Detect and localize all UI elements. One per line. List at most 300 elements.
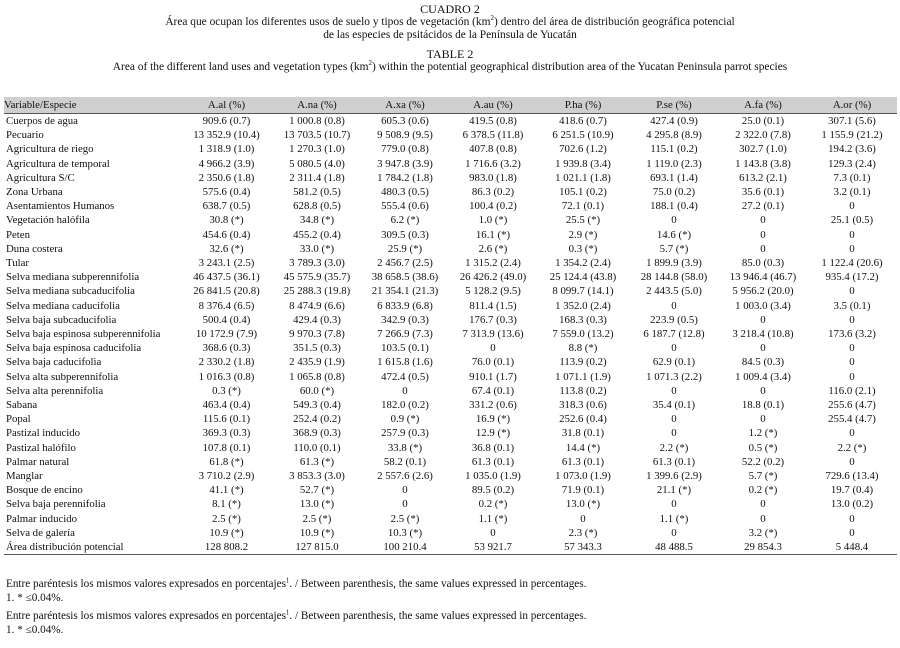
row-label: Vegetación halófila: [6, 214, 90, 227]
table-cell: 61.8 (*): [209, 455, 244, 468]
table-row: [4, 469, 897, 483]
table-cell: 27.2 (0.1): [741, 200, 785, 213]
table-cell: 2 435.9 (1.9): [289, 356, 345, 369]
table-cell: 0: [671, 498, 677, 511]
table-cell: 194.2 (3.6): [828, 143, 876, 156]
table-row: [4, 299, 897, 313]
table-cell: 7 266.9 (7.3): [377, 328, 433, 341]
table-cell: 2.6 (*): [478, 242, 508, 255]
table-cell: 8 474.9 (6.6): [289, 299, 345, 312]
table-cell: 116.0 (2.1): [828, 384, 876, 397]
table-cell: 549.3 (0.4): [293, 399, 341, 412]
table-cell: 1 003.0 (3.4): [735, 299, 791, 312]
table-cell: 0.2 (*): [478, 498, 508, 511]
table-cell: 9 508.9 (9.5): [377, 129, 433, 142]
table-cell: 223.9 (0.5): [650, 313, 698, 326]
table-cell: 75.0 (0.2): [652, 186, 696, 199]
table-cell: 342.9 (0.3): [381, 313, 429, 326]
table-cell: 3.2 (*): [748, 526, 778, 539]
table-cell: 100 210.4: [361, 540, 449, 555]
table-cell: 9 970.3 (7.8): [289, 328, 345, 341]
footnote-text: Entre paréntesis los mismos valores expresados en porcentajes: [6, 610, 286, 622]
table-cell: 419.5 (0.8): [469, 115, 517, 127]
table-cell: 2 456.7 (2.5): [377, 257, 433, 270]
table-cell: 2.5 (*): [302, 512, 332, 525]
superscript: 1: [285, 576, 290, 585]
table-cell: 1 615.8 (1.6): [377, 356, 433, 369]
table-cell: 10.3 (*): [387, 526, 423, 539]
superscript: 2: [490, 14, 494, 23]
table-cell: 605.3 (0.6): [381, 115, 429, 127]
superscript: 2: [368, 59, 372, 68]
table-cell: 62.9 (0.1): [652, 356, 696, 369]
row-label: Bosque de encino: [6, 484, 83, 497]
table-cell: 48 488.5: [629, 540, 719, 555]
table-cell: 1 354.2 (2.4): [555, 257, 611, 270]
table-cell: 910.1 (1.7): [469, 370, 517, 383]
table-cell: 368.6 (0.3): [202, 342, 251, 355]
table-cell: 0: [490, 526, 496, 539]
table-cell: 500.4 (0.4): [202, 313, 251, 326]
table-cell: 6 251.5 (10.9): [552, 129, 614, 142]
table-cell: 779.0 (0.8): [381, 143, 429, 156]
table-cell: 61.3 (0.1): [471, 455, 515, 468]
land-use-table: [4, 97, 897, 555]
table-cell: 60.0 (*): [299, 384, 335, 397]
table-cell: 638.7 (0.5): [202, 200, 251, 213]
footnotes: [6, 578, 586, 637]
table-cell: 3 853.3 (3.0): [289, 470, 345, 483]
table-cell: 2.9 (*): [568, 228, 598, 241]
table-cell: 575.6 (0.4): [202, 186, 251, 199]
table-cell: 257.9 (0.3): [381, 427, 429, 440]
table-cell: 182.0 (0.2): [381, 399, 429, 412]
table-cell: 110.0 (0.1): [293, 441, 341, 454]
row-label: Peten: [6, 228, 30, 241]
table-cell: 5 128.2 (9.5): [465, 285, 521, 298]
row-label: Selva mediana subperennifolia: [6, 271, 140, 284]
row-label: Selva mediana subcaducifolia: [6, 285, 135, 298]
table-cell: 28 144.8 (58.0): [640, 271, 708, 284]
table-cell: 7.3 (0.1): [833, 171, 871, 184]
table-cell: 0: [760, 342, 766, 355]
cuadro-label: CUADRO 2: [420, 2, 480, 16]
table-cell: 72.1 (0.1): [561, 200, 605, 213]
table-cell: 480.3 (0.5): [381, 186, 429, 199]
table-cell: 1 009.4 (3.4): [735, 370, 791, 383]
table-row: [4, 284, 897, 298]
table-cell: 0: [849, 526, 855, 539]
table-cell: 6 187.7 (12.8): [643, 328, 705, 341]
table-cell: 29 854.3: [719, 540, 807, 555]
table-cell: 3 243.1 (2.5): [198, 257, 255, 270]
table-cell: 129.3 (2.4): [828, 157, 876, 170]
table-cell: 407.8 (0.8): [469, 143, 517, 156]
footnote-text-end: . / Between parenthesis, the same values expressed in percentages.: [289, 610, 587, 622]
row-label: Manglar: [6, 470, 43, 483]
table-cell: 176.7 (0.3): [469, 313, 517, 326]
table-header-row: [4, 97, 897, 114]
row-label: Selva de galería: [6, 526, 75, 539]
table-row: [4, 497, 897, 511]
table-cell: 32.6 (*): [209, 242, 244, 255]
spanish-title-text: Área que ocupan los diferentes usos de suelo y tipos de vegetación (km: [165, 16, 491, 28]
table-cell: 0: [760, 242, 766, 255]
table-cell: 1 021.1 (1.8): [555, 171, 611, 184]
table-cell: 0: [849, 313, 855, 326]
table-cell: 52.2 (0.2): [741, 455, 785, 468]
table-row: [4, 526, 897, 540]
table-cell: 1 122.4 (20.6): [821, 257, 883, 270]
table-cell: 0: [849, 242, 855, 255]
table-row: [4, 398, 897, 412]
row-label: Selva baja perennifolia: [6, 498, 106, 511]
table-cell: 45 575.9 (35.7): [283, 271, 351, 284]
table-cell: 729.6 (13.4): [825, 470, 879, 483]
table-cell: 61.3 (0.1): [652, 455, 696, 468]
table-cell: 3 789.3 (3.0): [289, 257, 345, 270]
table-cell: 0: [671, 342, 677, 355]
table-cell: 13.0 (0.2): [830, 498, 874, 511]
table-row: [4, 313, 897, 327]
table-row: [4, 341, 897, 355]
column-header-species: A.fa (%): [719, 97, 807, 114]
table-cell: 13 352.9 (10.4): [193, 129, 260, 142]
table-cell: 628.8 (0.5): [293, 200, 341, 213]
table-cell: 6.2 (*): [390, 214, 420, 227]
table-row: [4, 128, 897, 142]
row-label: Pastizal halófilo: [6, 441, 76, 454]
footnote-text-end: . / Between parenthesis, the same values expressed in percentages.: [289, 578, 587, 590]
column-header-species: A.au (%): [449, 97, 537, 114]
table-cell: 1 073.0 (1.9): [555, 470, 611, 483]
table-cell: 472.4 (0.5): [381, 370, 429, 383]
table-cell: 86.3 (0.2): [471, 186, 515, 199]
superscript: 1: [285, 608, 290, 617]
table-cell: 25.9 (*): [387, 242, 423, 255]
table-row: [4, 455, 897, 469]
table-cell: 76.0 (0.1): [471, 356, 515, 369]
table-cell: 0.3 (*): [212, 384, 241, 397]
table-cell: 1 016.3 (0.8): [198, 370, 255, 383]
table-cell: 302.7 (1.0): [739, 143, 787, 156]
table-cell: 188.1 (0.4): [650, 200, 698, 213]
table-cell: 8 376.4 (6.5): [198, 299, 255, 312]
row-label: Selva alta subperennifolia: [6, 370, 119, 383]
table-cell: 115.1 (0.2): [650, 143, 698, 156]
table-cell: 0: [671, 299, 677, 312]
row-label: Selva baja espinosa caducifolia: [6, 342, 142, 355]
table-cell: 252.4 (0.2): [293, 413, 341, 426]
row-label: Agricultura de riego: [6, 143, 94, 156]
table-cell: 31.8 (0.1): [561, 427, 605, 440]
column-header-species: A.xa (%): [361, 97, 449, 114]
table-cell: 5.7 (*): [748, 470, 778, 483]
table-cell: 115.6 (0.1): [202, 413, 251, 426]
table-cell: 0: [849, 342, 855, 355]
table-cell: 368.9 (0.3): [293, 427, 341, 440]
table-cell: 4 966.2 (3.9): [198, 157, 255, 170]
table-cell: 0: [671, 214, 677, 227]
table-row: [4, 355, 897, 369]
table-cell: 41.1 (*): [209, 484, 244, 497]
table-cell: 0: [849, 512, 855, 525]
table-cell: 0: [849, 370, 855, 383]
table-cell: 0: [671, 526, 677, 539]
table-row: [4, 142, 897, 156]
table-cell: 1.0 (*): [478, 214, 508, 227]
table-cell: 0: [402, 384, 408, 397]
table-cell: 0: [580, 512, 586, 525]
table-cell: 983.0 (1.8): [469, 171, 517, 184]
table-cell: 0: [760, 498, 766, 511]
table-cell: 331.2 (0.6): [469, 399, 517, 412]
table-cell: 1 035.0 (1.9): [465, 470, 521, 483]
table-cell: 35.6 (0.1): [741, 186, 785, 199]
spanish-title-text-end: ) dentro del área de distribución geográfica potencial: [494, 16, 735, 28]
table-cell: 0.2 (*): [748, 484, 778, 497]
row-label: Palmar inducido: [6, 512, 78, 525]
footnote-parenthesis-repeat: [6, 610, 586, 624]
table-cell: 2 330.2 (1.8): [198, 356, 255, 369]
table-cell: 8.8 (*): [568, 342, 598, 355]
row-label: Asentamientos Humanos: [6, 200, 115, 213]
column-header-species: A.na (%): [273, 97, 361, 114]
table-cell: 25 288.3 (19.8): [283, 285, 351, 298]
table-cell: 5 956.2 (20.0): [732, 285, 794, 298]
table-cell: 0: [760, 413, 766, 426]
row-label: Área distribución potencial: [4, 540, 180, 555]
row-label: Cuerpos de agua: [6, 115, 78, 127]
table-cell: 8 099.7 (14.1): [552, 285, 614, 298]
table-cell: 33.8 (*): [387, 441, 423, 454]
table-cell: 36.8 (0.1): [471, 441, 515, 454]
table-cell: 935.4 (17.2): [825, 271, 879, 284]
table-cell: 3 947.8 (3.9): [377, 157, 433, 170]
table-cell: 581.2 (0.5): [293, 186, 341, 199]
table-cell: 7 313.9 (13.6): [462, 328, 524, 341]
table-cell: 128 808.2: [180, 540, 273, 555]
table-row: [4, 157, 897, 171]
table-cell: 168.3 (0.3): [559, 313, 607, 326]
table-cell: 1 071.1 (1.9): [555, 370, 611, 383]
english-title-text-end: ) within the potential geographical distribution area of the Yucatan Peninsula parrot species: [371, 61, 788, 73]
table-row: [4, 412, 897, 426]
row-label: Popal: [6, 413, 31, 426]
table-row: [4, 256, 897, 270]
table-cell: 113.8 (0.2): [559, 384, 607, 397]
table-cell: 173.6 (3.2): [828, 328, 876, 341]
table-cell: 67.4 (0.1): [471, 384, 515, 397]
table-cell: 10 172.9 (7.9): [195, 328, 258, 341]
table-cell: 1 716.6 (3.2): [465, 157, 521, 170]
table-cell: 555.4 (0.6): [381, 200, 429, 213]
table-cell: 2.2 (*): [659, 441, 689, 454]
table-cell: 30.8 (*): [209, 214, 244, 227]
table-cell: 1 000.8 (0.8): [289, 115, 345, 127]
table-cell: 53 921.7: [449, 540, 537, 555]
table-cell: 5 448.4: [807, 540, 897, 555]
table-cell: 702.6 (1.2): [559, 143, 607, 156]
table-cell: 26 426.2 (49.0): [459, 271, 527, 284]
table-cell: 463.4 (0.4): [202, 399, 251, 412]
table-cell: 318.3 (0.6): [559, 399, 607, 412]
table-cell: 1.1 (*): [659, 512, 689, 525]
table-cell: 1 784.2 (1.8): [377, 171, 433, 184]
table-cell: 10.9 (*): [299, 526, 335, 539]
table-cell: 1 143.8 (3.8): [735, 157, 791, 170]
table-cell: 103.5 (0.1): [381, 342, 429, 355]
table-cell: 455.2 (0.4): [293, 228, 341, 241]
table-cell: 351.5 (0.3): [293, 342, 341, 355]
table-cell: 1 318.9 (1.0): [198, 143, 255, 156]
table-cell: 252.6 (0.4): [559, 413, 607, 426]
table-row: [4, 483, 897, 497]
english-title-text: Area of the different land uses and vegetation types (km: [112, 61, 369, 73]
table-cell: 61.3 (*): [299, 455, 335, 468]
table-cell: 35.4 (0.1): [652, 399, 696, 412]
row-label: Palmar natural: [6, 455, 70, 468]
table-cell: 811.4 (1.5): [469, 299, 517, 312]
table-row: [4, 441, 897, 455]
table-cell: 2.2 (*): [837, 441, 867, 454]
row-label: Selva baja caducifolia: [6, 356, 102, 369]
table-row: [4, 199, 897, 213]
table-cell: 454.6 (0.4): [202, 228, 251, 241]
row-label: Selva alta perennifolia: [6, 384, 104, 397]
table-cell: 1 065.8 (0.8): [289, 370, 345, 383]
table-cell: 0.9 (*): [390, 413, 420, 426]
table-row: [4, 171, 897, 185]
table-cell: 0: [490, 342, 496, 355]
table-cell: 16.9 (*): [475, 413, 511, 426]
table-cell: 1 155.9 (21.2): [821, 129, 883, 142]
table-cell: 0: [849, 200, 855, 213]
table-cell: 2 322.0 (7.8): [735, 129, 791, 142]
table-cell: 61.3 (0.1): [561, 455, 605, 468]
table-cell: 6 378.5 (11.8): [462, 129, 524, 142]
row-label: Zona Urbana: [6, 186, 63, 199]
table-cell: 84.5 (0.3): [741, 356, 785, 369]
table-cell: 8.1 (*): [212, 498, 241, 511]
table-cell: 613.2 (2.1): [739, 171, 787, 184]
table-cell: 2 443.5 (5.0): [646, 285, 702, 298]
table-cell: 2 557.6 (2.6): [377, 470, 433, 483]
column-header-species: A.al (%): [180, 97, 273, 114]
table-cell: 418.6 (0.7): [559, 115, 607, 127]
table-cell: 25 124.4 (43.8): [549, 271, 617, 284]
table-cell: 13 946.4 (46.7): [729, 271, 797, 284]
row-label: Agricultura de temporal: [6, 157, 110, 170]
table-cell: 107.8 (0.1): [202, 441, 251, 454]
table-cell: 13 703.5 (10.7): [283, 129, 351, 142]
table-cell: 0: [760, 214, 766, 227]
row-label: Selva baja subcaducifolia: [6, 313, 117, 326]
row-label: Selva mediana caducifolia: [6, 299, 120, 312]
table-cell: 255.6 (4.7): [828, 399, 876, 412]
row-label: Duna costera: [6, 242, 63, 255]
table-cell: 0: [402, 484, 408, 497]
table-cell: 0: [849, 356, 855, 369]
row-label: Selva baja espinosa subperennifolia: [6, 328, 161, 341]
table-cell: 58.2 (0.1): [383, 455, 427, 468]
row-label: Agricultura S/C: [6, 171, 75, 184]
table-cell: 0: [760, 384, 766, 397]
table-cell: 0.3 (*): [568, 242, 598, 255]
table-cell: 57 343.3: [537, 540, 629, 555]
table-cell: 1.2 (*): [748, 427, 778, 440]
row-label: Sabana: [6, 399, 38, 412]
table-cell: 105.1 (0.2): [559, 186, 607, 199]
table-cell: 1.1 (*): [478, 512, 508, 525]
table-cell: 38 658.5 (38.6): [371, 271, 439, 284]
table-cell: 2 350.6 (1.8): [198, 171, 255, 184]
column-header-species: A.or (%): [807, 97, 897, 114]
table-cell: 4 295.8 (8.9): [646, 129, 702, 142]
table-cell: 3.5 (0.1): [833, 299, 871, 312]
table-cell: 7 559.0 (13.2): [552, 328, 614, 341]
table-cell: 307.1 (5.6): [828, 115, 876, 127]
table-cell: 33.0 (*): [299, 242, 335, 255]
footnote-threshold-repeat: 1. * ≤0.04%.: [6, 623, 64, 636]
row-label: Tular: [6, 257, 30, 270]
table-cell: 429.4 (0.3): [293, 313, 341, 326]
table-cell: 309.5 (0.3): [381, 228, 429, 241]
table-cell: 369.3 (0.3): [202, 427, 251, 440]
row-label: Pastizal inducido: [6, 427, 81, 440]
table-cell: 14.6 (*): [656, 228, 692, 241]
table-cell: 2.3 (*): [568, 526, 598, 539]
table-row: [4, 426, 897, 440]
table-cell: 25.1 (0.5): [830, 214, 874, 227]
table-cell: 0: [671, 413, 677, 426]
table-cell: 0: [671, 384, 677, 397]
table-cell: 85.0 (0.3): [741, 257, 785, 270]
table-cell: 127 815.0: [273, 540, 361, 555]
row-label: Pecuario: [6, 129, 44, 142]
table-cell: 693.1 (1.4): [650, 171, 698, 184]
table-cell: 100.4 (0.2): [469, 200, 517, 213]
table-cell: 25.5 (*): [565, 214, 601, 227]
table-cell: 1 939.8 (3.4): [555, 157, 611, 170]
table-row: [4, 228, 897, 242]
table-cell: 0: [760, 228, 766, 241]
table-cell: 25.0 (0.1): [741, 115, 785, 127]
table-row: [4, 242, 897, 256]
footnote-text: Entre paréntesis los mismos valores expresados en porcentajes: [6, 578, 286, 590]
table-cell: 14.4 (*): [565, 441, 601, 454]
spanish-title-line-1: [0, 16, 900, 29]
table-cell: 3 218.4 (10.8): [732, 328, 794, 341]
table-cell: 13.0 (*): [565, 498, 601, 511]
table-cell: 0: [760, 512, 766, 525]
table-cell: 113.9 (0.2): [559, 356, 607, 369]
column-header-species: P.ha (%): [537, 97, 629, 114]
table-cell: 255.4 (4.7): [828, 413, 876, 426]
table-cell: 5 080.5 (4.0): [289, 157, 345, 170]
table-cell: 2 311.4 (1.8): [289, 171, 345, 184]
table-row: [4, 114, 897, 129]
table-cell: 21.1 (*): [656, 484, 692, 497]
table-cell: 12.9 (*): [475, 427, 511, 440]
table-cell: 1 071.3 (2.2): [646, 370, 702, 383]
table-cell: 6 833.9 (6.8): [377, 299, 433, 312]
table-titles: [0, 0, 900, 74]
table-cell: 1 119.0 (2.3): [646, 157, 702, 170]
column-header-variable: Variable/Especie: [4, 97, 180, 114]
table-cell: 3 710.2 (2.9): [198, 470, 255, 483]
table-row: [4, 213, 897, 227]
